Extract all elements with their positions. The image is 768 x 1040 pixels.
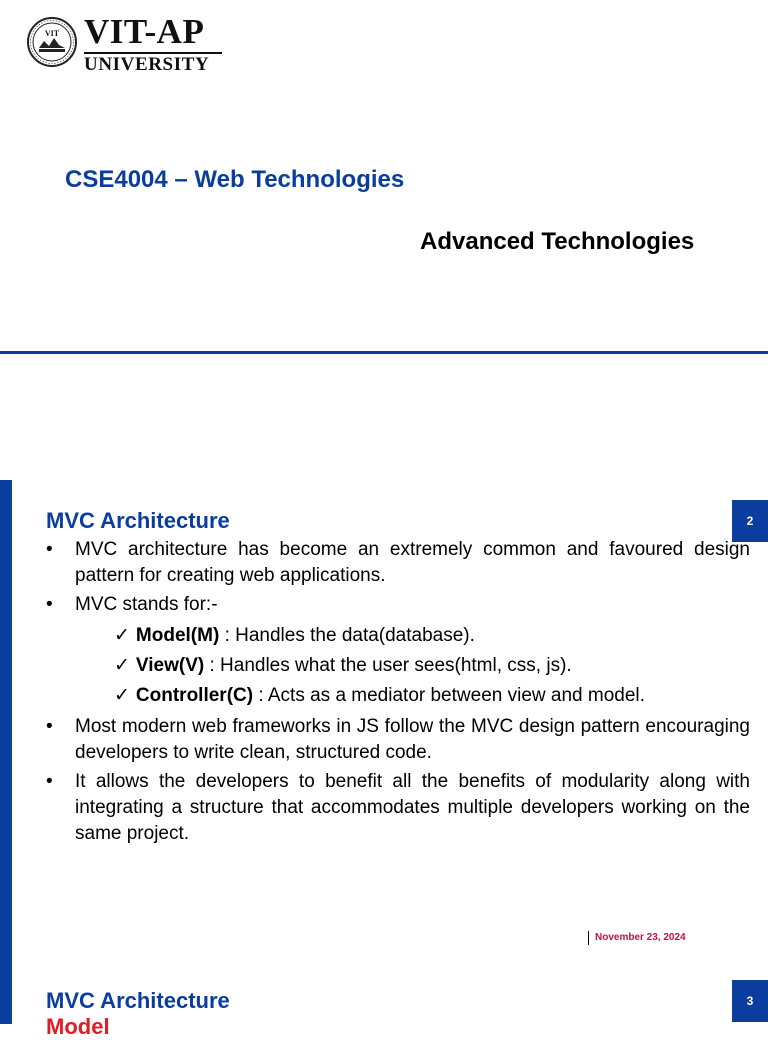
list-item [46, 769, 750, 847]
university-name: VIT-AP [84, 12, 205, 51]
slide-title: MVC Architecture [46, 988, 230, 1013]
slide-title: MVC Architecture [46, 508, 230, 533]
title-slide [0, 0, 768, 465]
title-divider [0, 351, 768, 354]
page-number-badge: 2 [732, 500, 768, 542]
slide-left-bar [0, 960, 12, 1024]
slide-content [46, 537, 750, 847]
list-item [46, 592, 750, 618]
sub-list-item [114, 621, 750, 651]
check-icon: ✓ [114, 625, 130, 646]
bullet-text: It allows the developers to benefit all the benefits of modularity along with integrating a structure that accommodates multiple developers working on the same project. [75, 771, 750, 844]
term-desc: : Handles what the user sees(html, css, js). [204, 655, 572, 676]
mvc-slide [0, 480, 768, 960]
term-desc: : Acts as a mediator between view and model. [253, 685, 645, 706]
university-logo [26, 12, 226, 75]
bullet-icon: • [46, 716, 53, 737]
list-item [46, 537, 750, 589]
list-item [46, 714, 750, 766]
slide-date: November 23, 2024 [588, 931, 686, 945]
check-icon: ✓ [114, 655, 130, 676]
university-seal-icon [26, 16, 78, 68]
bullet-icon: • [46, 594, 53, 615]
slide-subtitle: Model [46, 1014, 110, 1039]
sub-list-item [114, 681, 750, 711]
bullet-text: MVC stands for:- [75, 594, 218, 615]
topic-title: Advanced Technologies [420, 228, 695, 255]
term-label: Model(M) [135, 625, 220, 646]
bullet-icon: • [46, 539, 53, 560]
seal-text: VIT [44, 29, 60, 38]
sub-list-item [114, 651, 750, 681]
bullet-text: MVC architecture has become an extremely common and favoured design pattern for creating web applications. [75, 539, 750, 586]
term-desc: : Handles the data(database). [219, 625, 475, 646]
check-icon: ✓ [114, 685, 130, 706]
mvc-model-slide [0, 960, 768, 1039]
term-label: Controller(C) [135, 685, 254, 706]
page-number-badge: 3 [732, 980, 768, 1022]
course-title: CSE4004 – Web Technologies [65, 166, 405, 193]
mvc-sublist [114, 621, 750, 711]
bullet-icon: • [46, 771, 53, 792]
slide-left-bar [0, 480, 12, 960]
university-subtitle: UNIVERSITY [84, 54, 210, 75]
term-label: View(V) [135, 655, 205, 676]
bullet-text: Most modern web frameworks in JS follow the MVC design pattern encouraging developers to write clean, structured code. [75, 716, 750, 763]
